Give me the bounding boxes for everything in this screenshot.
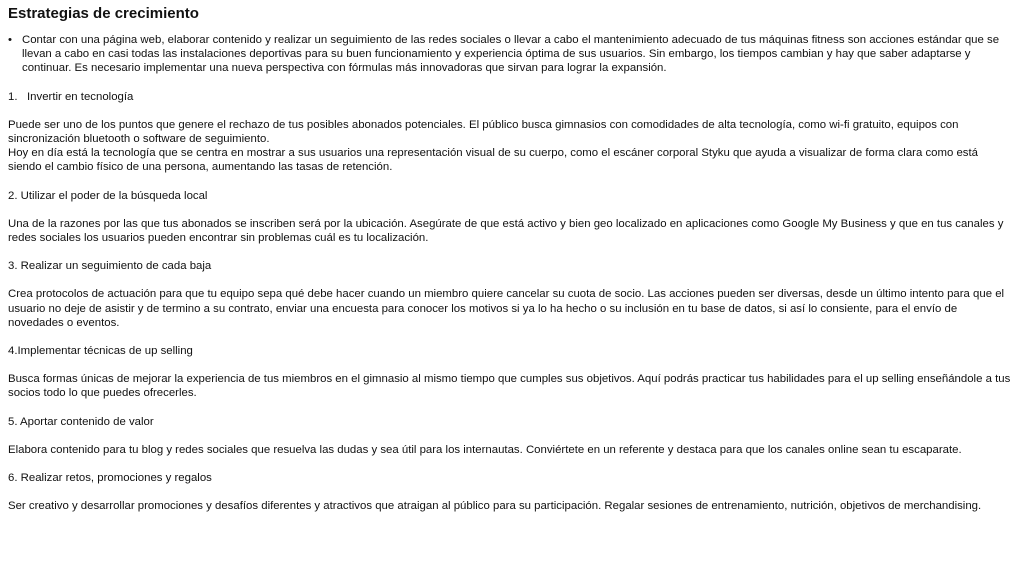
section-1-paragraph-1: Puede ser uno de los puntos que genere el rechazo de tus posibles abonados potenciales. El público busca gimnasios con comodidades de alta tecnología, como wi-fi gratuito, equipos con sincronización bluetooth o software de seguimiento. (8, 118, 959, 146)
section-heading-4: 4.Implementar técnicas de up selling (8, 345, 193, 358)
section-body-3 (8, 287, 1012, 330)
section-1-paragraph-2: Hoy en día está la tecnología que se centra en mostrar a sus usuarios una representación visual de su cuerpo, como el escáner corporal Styku que ayuda a visualizar de forma clara como está siendo el cambio físico de una persona, aumentando las tasas de retención. (8, 147, 979, 174)
section-body-6 (8, 499, 1012, 513)
section-heading-1: 1. Invertir en tecnología (8, 90, 134, 103)
section-heading-2: 2. Utilizar el poder de la búsqueda local (8, 189, 208, 202)
section-6-paragraph-1: Ser creativo y desarrollar promociones y desafíos diferentes y atractivos que atraigan al público para su participación. Regalar sesiones de entrenamiento, nutrición, objetivos de merchandising. (8, 500, 982, 513)
intro-bullet (8, 33, 1012, 76)
section-5-paragraph-1: Elabora contenido para tu blog y redes sociales que resuelva las dudas y sea útil para los internautas. Conviértete en un referente y destaca para que los canales online sean tu escaparate. (8, 443, 962, 456)
section-4-paragraph-1: Busca formas únicas de mejorar la experiencia de tus miembros en el gimnasio al mismo tiempo que cumples sus objetivos. Aquí podrás practicar tus habilidades para el up selling enseñándole a tus socios todo lo que puedes ofrecerles. (8, 373, 1011, 400)
bullet-dot-icon: • (8, 34, 12, 46)
section-body-1 (8, 118, 1012, 175)
section-body-4 (8, 372, 1012, 400)
section-heading-6: 6. Realizar retos, promociones y regalos (8, 472, 212, 485)
section-3-paragraph-1: Crea protocolos de actuación para que tu equipo sepa qué debe hacer cuando un miembro quiere cancelar su cuota de socio. Las acciones pueden ser diversas, desde un último intento para que el usuario no deje de asistir y de termino a su contrato, enviar una encuesta para conocer los motivos si ya lo ha hecho o su inclusión en tu base de datos, si así lo consiente, para el envío de novedades o eventos. (8, 288, 1005, 329)
slide (8, 4, 1012, 527)
section-2-paragraph-1: Una de la razones por las que tus abonados se inscriben será por la ubicación. Asegúrate de que está activo y bien geo localizado en aplicaciones como Google My Business y que en tus canales y redes sociales los usuarios pueden encontrar sin problemas cuál es tu localización. (8, 217, 1004, 245)
section-body-5 (8, 443, 1012, 457)
section-body-2 (8, 217, 1012, 245)
section-heading-5: 5. Aportar contenido de valor (8, 415, 154, 428)
intro-bullet-text: Contar con una página web, elaborar contenido y realizar un seguimiento de las redes sociales o llevar a cabo el mantenimiento adecuado de tus máquinas fitness son acciones estándar que se llevan a cabo en casi todas las instalaciones deportivas para su buen funcionamiento y experiencia óptima de sus usuarios. Sin embargo, los tiempos cambian y hay que saber adaptarse y continuar. Es necesario implementar una nueva perspectiva con fórmulas más innovadoras que sirvan para lograr la expansión. (22, 34, 1000, 75)
section-heading-3: 3. Realizar un seguimiento de cada baja (8, 260, 212, 273)
slide-title: Estrategias de crecimiento (8, 5, 199, 22)
